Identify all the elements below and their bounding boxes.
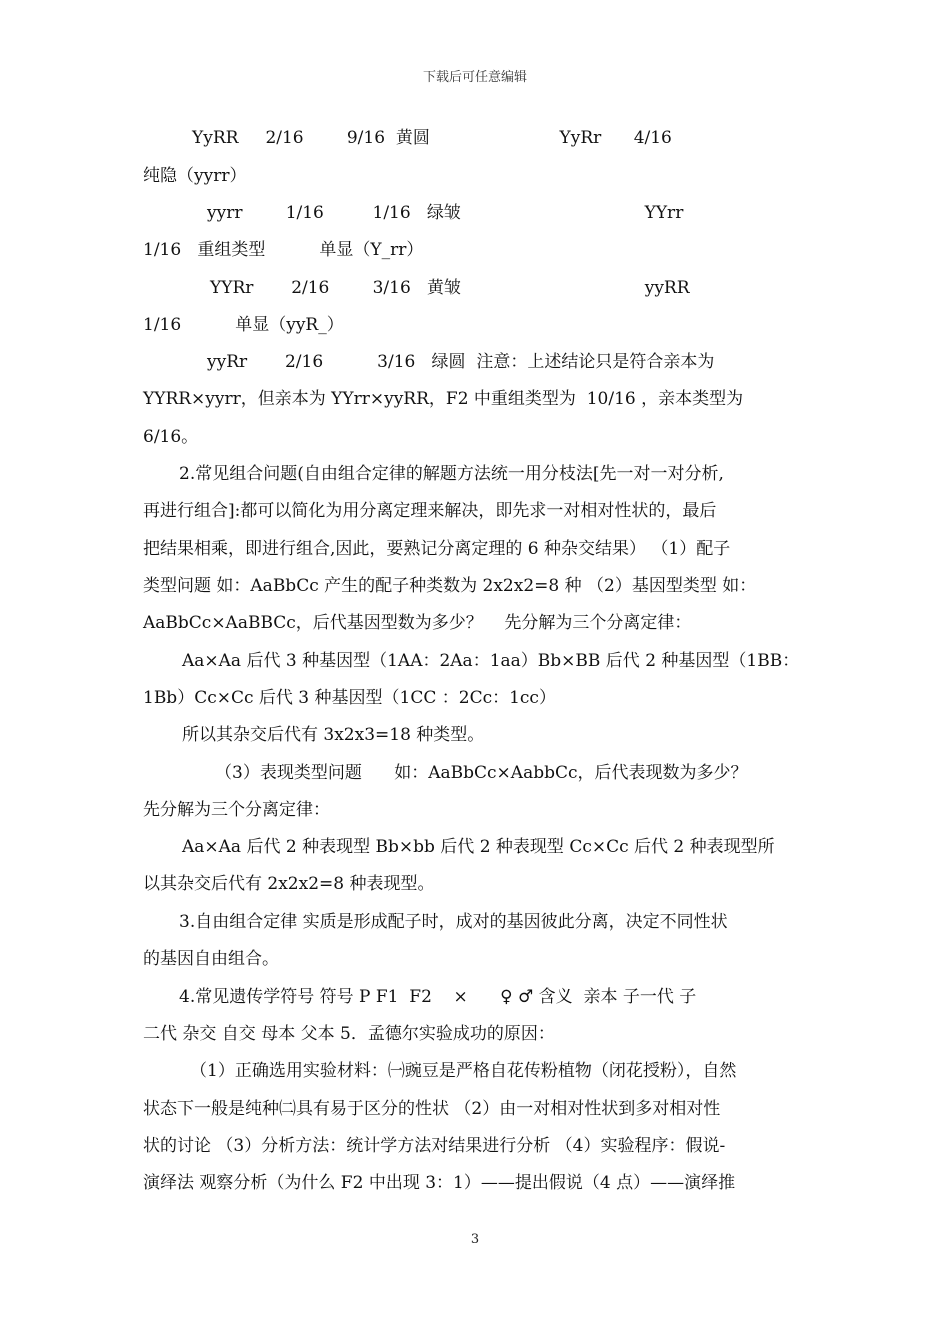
text-line: （1）正确选用实验材料：㈠豌豆是严格自花传粉植物（闭花授粉），自然 [190, 1061, 737, 1081]
text-line: YYRR×yyrr，但亲本为 YYrr×yyRR，F2 中重组类型为 10/16 ，亲本类型为 [143, 389, 744, 409]
text-line: 1Bb）Cc×Cc 后代 3 种基因型（1CC ：2Cc：1cc） [143, 688, 556, 708]
text-line: 1/16 重组类型 单显（Y_rr） [143, 240, 424, 260]
text-line: 的基因自由组合。 [143, 949, 279, 969]
text-line: 2.常见组合问题(自由组合定律的解题方法统一用分枝法[先一对一对分析, [179, 464, 724, 484]
text-line: 二代 杂交 自交 母本 父本 5．孟德尔实验成功的原因： [143, 1024, 555, 1044]
text-line: yyRr 2/16 3/16 绿圆 注意：上述结论只是符合亲本为 [207, 352, 715, 372]
text-line: Aa×Aa 后代 2 种表现型 Bb×bb 后代 2 种表现型 Cc×Cc 后代 2 种表现型所 [182, 837, 775, 857]
text-line: 状的讨论 （3）分析方法：统计学方法对结果进行分析 （4）实验程序：假说- [143, 1136, 726, 1156]
text-line: 6/16。 [143, 427, 199, 447]
text-line: 演绎法 观察分析（为什么 F2 中出现 3：1）——提出假说（4 点）——演绎推 [143, 1173, 736, 1193]
text-line: 把结果相乘，即进行组合,因此，要熟记分离定理的 6 种杂交结果） （1）配子 [143, 539, 731, 559]
text-line: Aa×Aa 后代 3 种基因型（1AA：2Aa：1aa）Bb×BB 后代 2 种基因型（1BB： [182, 651, 800, 671]
text-line: （3）表现类型问题 如：AaBbCc×AabbCc，后代表现数为多少？ [215, 763, 748, 783]
text-line: YYRr 2/16 3/16 黄皱 yyRR [210, 278, 690, 298]
text-line: 类型问题 如：AaBbCc 产生的配子种类数为 2x2x2=8 种 （2）基因型类型 如： [143, 576, 757, 596]
page-header: 下载后可任意编辑 [422, 70, 527, 85]
text-line: 以其杂交后代有 2x2x2=8 种表现型。 [143, 874, 435, 894]
text-line: 先分解为三个分离定律： [143, 800, 330, 820]
text-line: 纯隐（yyrr） [143, 166, 247, 186]
text-line: 再进行组合]:都可以简化为用分离定理来解决，即先求一对相对性状的，最后 [143, 501, 717, 521]
text-line: 1/16 单显（yyR_） [143, 315, 344, 335]
text-line: YyRR 2/16 9/16 黄圆 YyRr 4/16 [192, 128, 672, 148]
text-line: yyrr 1/16 1/16 绿皱 YYrr [207, 203, 684, 223]
page-number: 3 [470, 1232, 480, 1247]
text-line: 3.自由组合定律 实质是形成配子时，成对的基因彼此分离，决定不同性状 [179, 912, 728, 932]
text-line: 所以其杂交后代有 3x2x3=18 种类型。 [182, 725, 485, 745]
text-line: 状态下一般是纯种㈡具有易于区分的性状 （2）由一对相对性状到多对相对性 [143, 1099, 721, 1119]
text-line: AaBbCc×AaBBCc，后代基因型数为多少？ 先分解为三个分离定律： [143, 613, 692, 633]
text-line: 4.常见遗传学符号 符号 P F1 F2 × ♀ ♂ 含义 亲本 子一代 子 [179, 987, 697, 1007]
